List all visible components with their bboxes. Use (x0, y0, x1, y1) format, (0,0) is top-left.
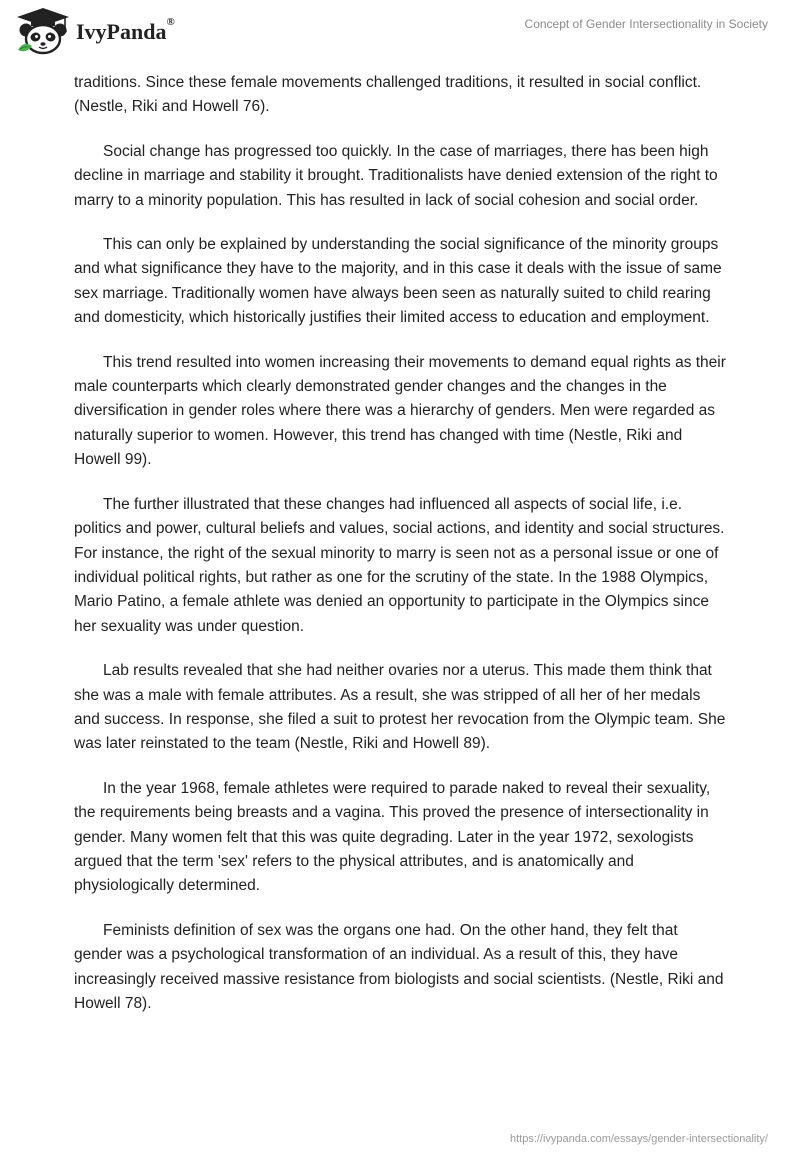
paragraph-5: The further illustrated that these changes had influenced all aspects of social life, i.e. politics and power, cultural beliefs and values, social actions, and identity and social structures. For instance, the right of the sexual minority to marry is seen not as a personal issue or one of individual political rights, but rather as one for the scrutiny of the state. In the 1988 Olympics, Mario Patino, a female athlete was denied an opportunity to participate in the Olympics since her sexuality was under question. (74, 495, 725, 635)
paragraph-8: Feminists definition of sex was the organs one had. On the other hand, they felt that gender was a psychological transformation of an individual. As a result of this, they have increasingly received massive resistance from biologists and social scientists. (Nestle, Riki and Howell 78). (74, 921, 724, 1012)
essay-body (74, 71, 726, 1036)
paragraph-2: Social change has progressed too quickly. In the case of marriages, there has been high decline in marriage and stability it brought. Traditionalists have denied extension of the right to marry to a minority population. This has resulted in lack of social cohesion and social order. (74, 142, 718, 209)
ivypanda-logo[interactable] (14, 6, 200, 56)
paragraph-4: This trend resulted into women increasing their movements to demand equal rights as their male counterparts which clearly demonstrated gender changes and the changes in the diversification in gender roles where there was a hierarchy of genders. Men were regarded as naturally superior to women. However, this trend has changed with time (Nestle, Riki and Howell 99). (74, 353, 726, 469)
panda-graduate-icon (14, 6, 72, 56)
page-header (0, 0, 800, 64)
registered-mark: ® (166, 16, 175, 28)
paragraph-1: traditions. Since these female movements challenged traditions, it resulted in social conflict. (Nestle, Riki and Howell 76). (74, 74, 702, 116)
paragraph-3: This can only be explained by understanding the social significance of the minority groups and what significance they have to the majority, and in this case it deals with the issue of same sex marriage. Traditionally women have always been seen as naturally suited to child rearing and domesticity, which historically justifies their limited access to education and employment. (74, 236, 722, 327)
source-url[interactable]: https://ivypanda.com/essays/gender-intersectionality/ (509, 1133, 768, 1145)
document-title: Concept of Gender Intersectionality in Society (524, 17, 768, 31)
paragraph-7: In the year 1968, female athletes were required to parade naked to reveal their sexuality, the requirements being breasts and a vagina. This proved the presence of intersectionality in gender. Many women felt that this was quite degrading. Later in the year 1972, sexologists argued that the term 'sex' refers to the physical attributes, and is anatomically and physiologically determined. (74, 779, 711, 895)
brand-name: IvyPanda® (76, 16, 175, 44)
paragraph-6: Lab results revealed that she had neither ovaries nor a uterus. This made them think that she was a male with female attributes. As a result, she was stripped of all her of her medals and success. In response, she filed a suit to protest her revocation from the Olympic team. She was later reinstated to the team (Nestle, Riki and Howell 89). (74, 662, 726, 753)
